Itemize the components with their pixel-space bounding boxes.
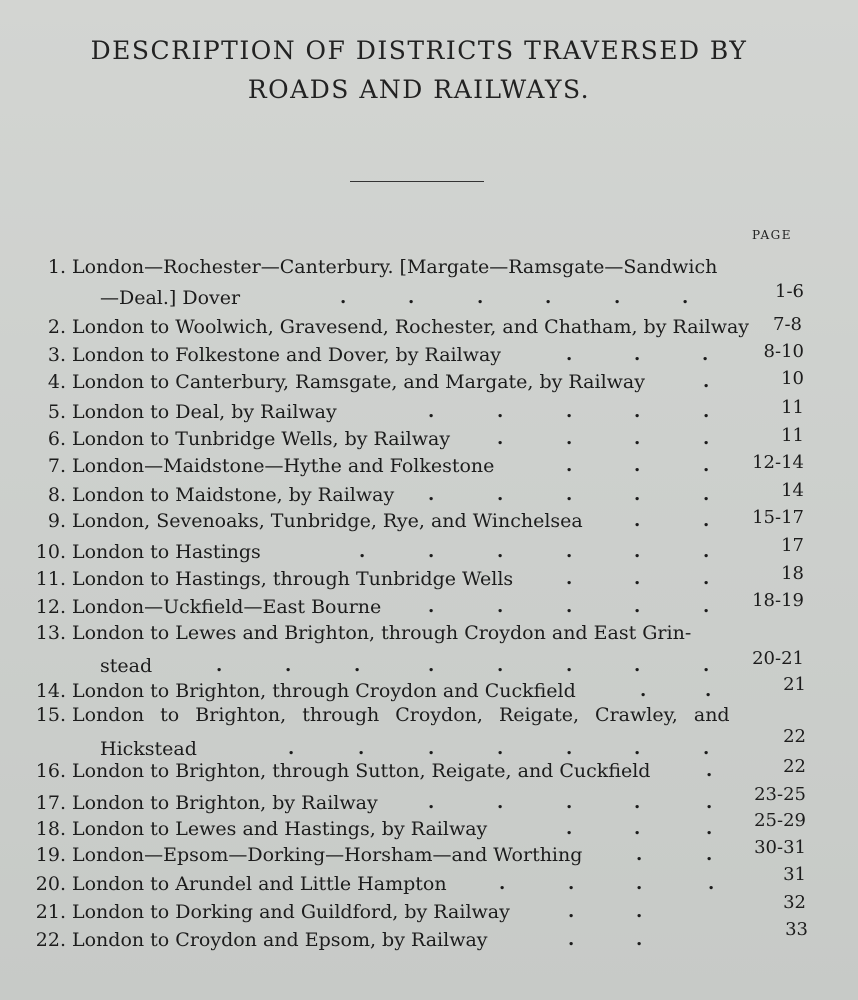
leader-dot: . [703,371,710,392]
leader-dot: . [497,541,504,562]
leader-dot: . [497,401,504,422]
leader-dot: . [634,484,641,505]
entry-number: 15. [35,704,66,726]
entry-page: 12-14 [752,452,804,473]
entry-number: 6. [47,428,66,450]
entry-page: 1-6 [775,281,804,302]
leader-dot: . [497,484,504,505]
leader-dot: . [703,596,710,617]
leader-dot: . [703,738,710,759]
leader-dot: . [428,596,435,617]
entry-page: 23-25 [754,784,806,805]
leader-dot: . [706,792,713,813]
leader-dot: . [566,401,573,422]
entry-page: 25-29 [754,810,806,831]
leader-dot: . [706,844,713,865]
entry-number: 7. [47,455,66,477]
entry-title: London—Rochester—Canterbury. [Margate—Ramsgate—Sandwich [72,256,718,278]
leader-dot: . [636,929,643,950]
leader-dot: . [634,455,641,476]
entry-page: 30-31 [754,837,806,858]
page-column-header: PAGE [752,228,792,242]
leader-dot: . [634,655,641,676]
leader-dot: . [708,873,715,894]
entry-page: 20-21 [752,648,804,669]
leader-dot: . [428,738,435,759]
leader-dot: . [497,792,504,813]
leader-dot: . [634,344,641,365]
leader-dot: . [636,873,643,894]
entry-title: London to Canterbury, Ramsgate, and Margate, by Railway [72,371,645,393]
entry-number: 13. [35,622,66,644]
entry-page: 11 [781,425,804,446]
leader-dot: . [566,596,573,617]
entry-number: 4. [47,371,66,393]
entry-title-continued: Hickstead [100,738,197,760]
entry-page: 33 [785,919,808,940]
entry-title: London to Croydon and Epsom, by Railway [72,929,488,951]
title-rule [350,181,484,182]
leader-dot: . [702,344,709,365]
entry-title: London to Lewes and Brighton, through Croydon and East Grin- [72,622,692,644]
leader-dot: . [640,680,647,701]
entry-title: London to Folkestone and Dover, by Railway [72,344,502,366]
leader-dot: . [354,655,361,676]
leader-dot: . [545,287,552,308]
leader-dot: . [566,655,573,676]
entry-page: 18 [781,563,804,584]
leader-dot: . [285,655,292,676]
entry-page: 32 [783,892,806,913]
entry-title: London—Uckfield—East Bourne [72,596,382,618]
leader-dot: . [288,738,295,759]
leader-dot: . [634,738,641,759]
entry-number: 10. [35,541,66,563]
entry-title: London to Brighton, by Railway [72,792,378,814]
leader-dot: . [636,844,643,865]
entry-page: 17 [781,535,804,556]
entry-title: London to Lewes and Hastings, by Railway [72,818,488,840]
leader-dot: . [499,873,506,894]
leader-dot: . [703,455,710,476]
entry-number: 9. [47,510,66,532]
entry-title-continued: —Deal.] Dover [100,287,241,309]
entry-title: London to Maidstone, by Railway [72,484,395,506]
leader-dot: . [703,510,710,531]
leader-dot: . [428,792,435,813]
entry-page: 22 [783,756,806,777]
entry-number: 22. [35,929,66,951]
leader-dot: . [568,929,575,950]
leader-dot: . [566,455,573,476]
entry-title: London to Deal, by Railway [72,401,337,423]
entry-page: 14 [781,480,804,501]
leader-dot: . [682,287,689,308]
leader-dot: . [566,541,573,562]
leader-dot: . [566,792,573,813]
leader-dot: . [566,738,573,759]
entry-number: 5. [47,401,66,423]
entry-title: London to Hastings, through Tunbridge Wells [72,568,514,590]
leader-dot: . [359,541,366,562]
leader-dot: . [703,568,710,589]
entry-page: 10 [781,368,804,389]
entry-number: 18. [35,818,66,840]
entry-title: London to Dorking and Guildford, by Railway [72,901,510,923]
entry-title: London to Brighton, through Sutton, Reigate, and Cuckfield [72,760,651,782]
leader-dot: . [634,428,641,449]
entry-number: 21. [35,901,66,923]
entry-title: London to Woolwich, Gravesend, Rochester, and Chatham, by Railway [72,316,750,338]
entry-title: London to Brighton, through Croydon and Cuckfield [72,680,576,702]
leader-dot: . [703,655,710,676]
leader-dot: . [568,901,575,922]
entry-title: London to Tunbridge Wells, by Railway [72,428,451,450]
entry-page: 18-19 [752,590,804,611]
leader-dot: . [428,401,435,422]
entry-title: London to Hastings [72,541,261,563]
entry-page: 11 [781,397,804,418]
entry-number: 12. [35,596,66,618]
entry-number: 3. [47,344,66,366]
leader-dot: . [568,873,575,894]
entry-page: 31 [783,864,806,885]
leader-dot: . [705,680,712,701]
leader-dot: . [706,818,713,839]
leader-dot: . [706,760,713,781]
entry-page: 22 [783,726,806,747]
entry-title-continued: stead [100,655,153,677]
leader-dot: . [497,596,504,617]
leader-dot: . [566,818,573,839]
leader-dot: . [408,287,415,308]
title-line-2: ROADS AND RAILWAYS. [247,75,591,104]
entry-title: London to Arundel and Little Hampton [72,873,447,895]
entry-title: London to Brighton, through Croydon, Reigate, Crawley, and [72,704,730,726]
entry-number: 1. [47,256,66,278]
leader-dot: . [703,401,710,422]
leader-dot: . [634,568,641,589]
leader-dot: . [634,596,641,617]
leader-dot: . [497,738,504,759]
title-line-1: DESCRIPTION OF DISTRICTS TRAVERSED BY [90,36,748,65]
leader-dot: . [428,655,435,676]
leader-dot: . [566,344,573,365]
entry-title: London, Sevenoaks, Tunbridge, Rye, and Winchelsea [72,510,583,532]
entry-number: 2. [47,316,66,338]
leader-dot: . [428,484,435,505]
leader-dot: . [636,901,643,922]
leader-dot: . [477,287,484,308]
entry-title: London—Maidstone—Hythe and Folkestone [72,455,495,477]
leader-dot: . [566,568,573,589]
leader-dot: . [634,818,641,839]
entry-page: 8-10 [763,341,804,362]
leader-dot: . [703,484,710,505]
leader-dot: . [634,792,641,813]
leader-dot: . [566,428,573,449]
leader-dot: . [703,541,710,562]
entry-number: 14. [35,680,66,702]
entry-page: 21 [783,674,806,695]
leader-dot: . [216,655,223,676]
leader-dot: . [340,287,347,308]
entry-title: London—Epsom—Dorking—Horsham—and Worthing [72,844,583,866]
leader-dot: . [634,510,641,531]
entry-page: 15-17 [752,507,804,528]
leader-dot: . [703,428,710,449]
leader-dot: . [634,541,641,562]
leader-dot: . [428,541,435,562]
entry-number: 8. [47,484,66,506]
leader-dot: . [614,287,621,308]
entry-number: 20. [35,873,66,895]
entry-page: 7-8 [773,314,802,335]
entry-number: 19. [35,844,66,866]
leader-dot: . [634,401,641,422]
entry-number: 11. [35,568,66,590]
leader-dot: . [358,738,365,759]
entry-number: 16. [35,760,66,782]
leader-dot: . [497,428,504,449]
leader-dot: . [566,484,573,505]
entry-number: 17. [35,792,66,814]
leader-dot: . [497,655,504,676]
